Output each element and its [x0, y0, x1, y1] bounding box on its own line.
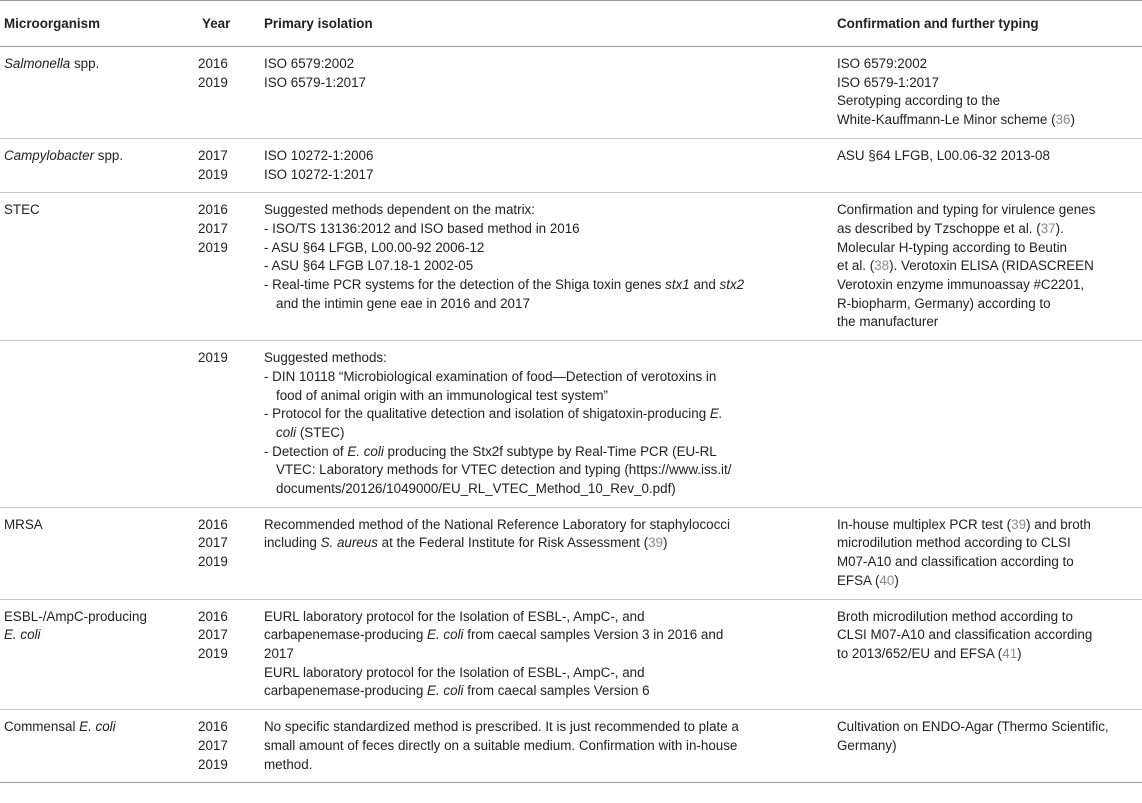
cell-microorganism: Commensal E. coli: [0, 710, 198, 783]
table-row-mrsa: [0, 507, 1142, 599]
table-row-esbl: [0, 599, 1142, 710]
reference-link[interactable]: 38: [874, 258, 890, 274]
reference-link[interactable]: 37: [1040, 220, 1056, 236]
header-primary-isolation: Primary isolation: [260, 1, 833, 47]
reference-link[interactable]: 39: [1011, 516, 1027, 532]
cell-years: 2016 2017 2019: [198, 599, 260, 710]
table-row-campylobacter: [0, 138, 1142, 192]
cell-years: 2017 2019: [198, 138, 260, 192]
cell-microorganism: STEC: [0, 193, 198, 341]
cell-primary-isolation: Suggested methods dependent on the matrix: - ISO/TS 13136:2012 and ISO based method in 2016 - ASU §64 LFGB, L00.00-92 2006-12 - ASU §64 LFGB L07.18-1 2002-05 - Real-time PCR systems for the detection of the Shiga toxin genes stx1 and stx2 and the intimin gene eae in 2016 and 2017: [260, 193, 833, 341]
cell-confirmation: In-house multiplex PCR test (39) and broth microdilution method according to CLSI M07-A10 and classification according to EFSA (40): [833, 507, 1142, 599]
cell-microorganism: Salmonella spp.: [0, 47, 198, 139]
reference-link[interactable]: 36: [1055, 112, 1071, 128]
cell-microorganism: Campylobacter spp.: [0, 138, 198, 192]
cell-years: 2016 2019: [198, 47, 260, 139]
table-row-commensal: [0, 710, 1142, 783]
cell-confirmation: Cultivation on ENDO-Agar (Thermo Scientific, Germany): [833, 710, 1142, 783]
cell-confirmation: ASU §64 LFGB, L00.06-32 2013-08: [833, 138, 1142, 192]
reference-link[interactable]: 40: [879, 572, 895, 588]
cell-primary-isolation: ISO 6579:2002 ISO 6579-1:2017: [260, 47, 833, 139]
cell-confirmation: Confirmation and typing for virulence genes as described by Tzschoppe et al. (37). Molecular H-typing according to Beutin et al. (38). Verotoxin ELISA (RIDASCREEN Verotoxin enzyme immunoassay #C2201, R-biopharm, Germany) according to the manufacturer: [833, 193, 1142, 341]
reference-link[interactable]: 41: [1002, 645, 1018, 661]
reference-link[interactable]: 39: [648, 535, 663, 551]
table-row-stec: [0, 193, 1142, 341]
cell-primary-isolation: EURL laboratory protocol for the Isolation of ESBL-, AmpC-, and carbapenemase-producing E. coli from caecal samples Version 3 in 2016 and 2017 EURL laboratory protocol for the Isolation of ESBL-, AmpC-, and carbapenemase-producing E. coli from caecal samples Version 6: [260, 599, 833, 710]
reference-url[interactable]: documents/20126/1049000/EU_RL_VTEC_Method_10_Rev_0.pdf): [276, 481, 676, 497]
cell-microorganism: ESBL-/AmpC-producing E. coli: [0, 599, 198, 710]
cell-confirmation: Broth microdilution method according to CLSI M07-A10 and classification according to 2013/652/EU and EFSA (41): [833, 599, 1142, 710]
table-row-salmonella: [0, 47, 1142, 139]
cell-years: 2019: [198, 341, 260, 508]
cell-primary-isolation: Suggested methods: - DIN 10118 “Microbiological examination of food—Detection of verotoxins in food of animal origin with an immunological test system” - Protocol for the qualitative detection and isolation of shigatoxin-producing E. coli (STEC) - Detection of E. coli producing the Stx2f subtype by Real-Time PCR (EU-RL VTEC: Laboratory methods for VTEC detection and typing (https://www.iss.it/ documents/20126/1049000/EU_RL_VTEC_Method_10_Rev_0.pdf): [260, 341, 833, 508]
header-microorganism: Microorganism: [0, 1, 198, 47]
cell-primary-isolation: No specific standardized method is prescribed. It is just recommended to plate a small amount of feces directly on a suitable medium. Confirmation with in-house method.: [260, 710, 833, 783]
header-row: [0, 1, 1142, 47]
cell-years: 2016 2017 2019: [198, 193, 260, 341]
cell-years: 2016 2017 2019: [198, 507, 260, 599]
cell-confirmation: ISO 6579:2002 ISO 6579-1:2017 Serotyping according to the White-Kauffmann-Le Minor scheme (36): [833, 47, 1142, 139]
table-row-stec-2019: [0, 341, 1142, 508]
cell-years: 2016 2017 2019: [198, 710, 260, 783]
cell-microorganism: MRSA: [0, 507, 198, 599]
header-confirmation: Confirmation and further typing: [833, 1, 1142, 47]
cell-primary-isolation: Recommended method of the National Reference Laboratory for staphylococci including S. aureus at the Federal Institute for Risk Assessment (39): [260, 507, 833, 599]
header-year: Year: [198, 1, 260, 47]
cell-primary-isolation: ISO 10272-1:2006 ISO 10272-1:2017: [260, 138, 833, 192]
